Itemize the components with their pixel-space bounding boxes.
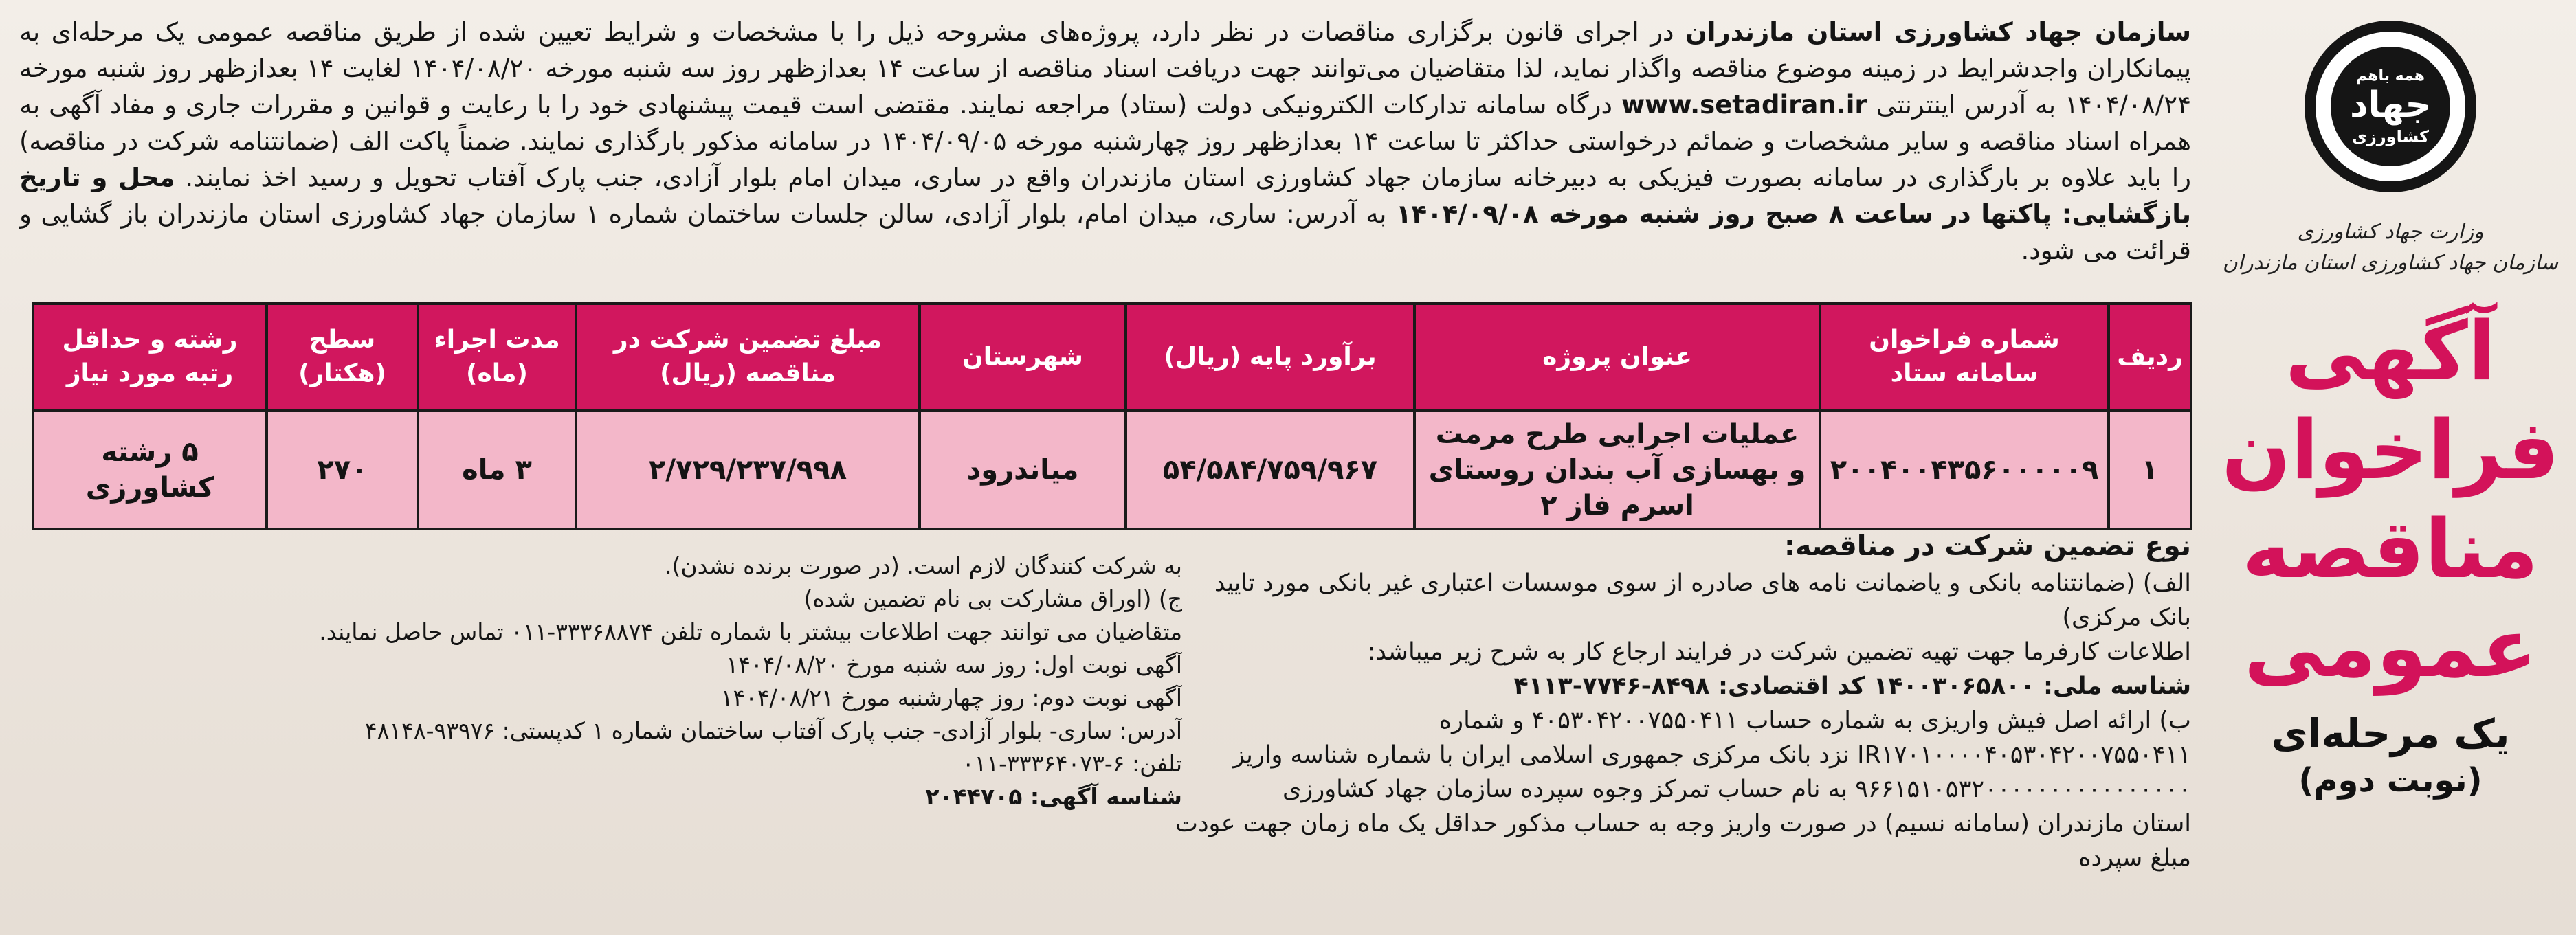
header-row-number: ردیف <box>2109 304 2191 411</box>
notice-title <box>2219 302 2562 698</box>
guarantee-heading: نوع تضمین شرکت در مناقصه: <box>1784 530 2191 562</box>
guarantee-section <box>1174 529 2191 927</box>
intro-text-1: در اجرای قانون برگزاری مناقصات در نظر دارد، پروژه‌های مشروحه ذیل را با مشخصات و شرایط تعیین شده از طریق مناقصه عمومی یک مرحله‌ای به پیمانکاران واجدشرایط در زمینه موضوع مناقصه واگذار نماید، لذا متقاضیان می‌توانند جهت دریافت اسناد مناقصه از ساعت ۱۴ بعدازظهر روز سه شنبه مورخه ۱۴۰۴/۰۸/۲۰ لغایت ۱۴ بعدازظهر روز شنبه مورخه ۱۴۰۴/۰۸/۲۴ به آدرس اینترنتی <box>19 17 2191 120</box>
intro-text-2: درگاه سامانه تدارکات الکترونیکی دولت (ستاد) مراجعه نمایند. مقتضی است قیمت پیشنهادی خود را با رعایت و قوانین و مقررات جاری و مفاد آگهی به همراه اسناد مناقصه و سایر مشخصات و ضمائم درخواستی حداکثر تا ساعت ۱۴ بعدازظهر روز چهارشنبه مورخه ۱۴۰۴/۰۹/۰۵ در سامانه مذکور بارگذاری نمایند. ضمناً پاکت الف (ضمانتنامه شرکت در مناقصه) را باید علاوه بر بارگذاری در سامانه بصورت فیزیکی به دبیرخانه سازمان جهاد کشاورزی استان مازندران واقع در ساری، میدان امام بلوار آزادی، جنب پارک آفتاب تحویل و رسید اخذ نمایند. <box>19 90 2191 192</box>
opening-label: محل و تاریخ بازگشایی: <box>19 163 2191 229</box>
header-base-estimate: برآورد پایه (ریال) <box>1126 304 1414 411</box>
tender-table <box>32 302 2192 530</box>
cell-call-number: ۲۰۰۴۰۰۴۳۵۶۰۰۰۰۰۹ <box>1820 411 2109 529</box>
logo-emblem <box>2331 47 2450 166</box>
office-phone: تلفن: ۶-۳۳۳۶۴۰۷۳-۰۱۱ <box>962 750 1182 777</box>
intro-org-name: سازمان جهاد کشاورزی استان مازندران <box>1685 17 2191 47</box>
organization-name: سازمان جهاد کشاورزی استان مازندران <box>2222 251 2559 275</box>
table-header-row <box>33 304 2191 411</box>
notice-sidebar <box>2219 14 2562 921</box>
title-line-4: عمومی <box>2243 600 2538 695</box>
guarantee-option-b-continued: به شرکت کنندگان لازم است. (در صورت برنده نشدن). <box>665 552 1182 579</box>
header-duration: مدت اجراء (ماه) <box>418 304 576 411</box>
guarantee-option-b-line-2: IR۱۷۰۱۰۰۰۰۴۰۵۳۰۴۲۰۰۷۵۵۰۴۱۱ نزد بانک مرکزی جمهوری اسلامی ایران با شماره شناسه واریز <box>1232 741 2191 769</box>
title-line-1: آگهی <box>2285 304 2496 398</box>
cell-project-title: عملیات اجرایی طرح مرمت و بهسازی آب بندان روستای اسرم فاز ۲ <box>1414 411 1820 529</box>
cell-row-number: ۱ <box>2109 411 2191 529</box>
tender-table-wrapper <box>34 302 2192 521</box>
cell-grade: ۵ رشته کشاورزی <box>33 411 267 529</box>
guarantee-option-b-line-3: ۹۶۶۱۵۱۰۵۳۲۰۰۰۰۰۰۰۰۰۰۰۰۰۰۰۰ به نام حساب تمرکز وجوه سپرده سازمان جهاد کشاورزی <box>1283 776 2191 803</box>
tender-stage: یک مرحله‌ای <box>2271 710 2510 757</box>
intro-text-3: به آدرس: ساری، میدان امام، بلوار آزادی، سالن جلسات ساختمان شماره ۱ سازمان جهاد کشاورزی استان مازندران باز گشایی و قرائت می شود. <box>19 199 2191 265</box>
cell-base-estimate: ۵۴/۵۸۴/۷۵۹/۹۶۷ <box>1126 411 1414 529</box>
header-call-number: شماره فراخوان سامانه ستاد <box>1820 304 2109 411</box>
employer-ids: شناسه ملی: ۱۴۰۰۳۰۶۵۸۰۰ کد اقتصادی: ۸۴۹۸-۷۷۴۶-۴۱۱۳ <box>1513 673 2191 700</box>
guarantee-option-b-line-4: استان مازندران (سامانه نسیم) در صورت واریز وجه به حساب مذکور حداقل یک ماه زمان جهت عودت مبلغ سپرده <box>1175 810 2191 872</box>
office-address: آدرس: ساری- بلوار آزادی- جنب پارک آفتاب ساختمان شماره ۱ کدپستی: ۹۳۹۷۶-۴۸۱۴۸ <box>364 717 1182 744</box>
logo-sub-text: کشاورزی <box>2352 126 2429 146</box>
logo-top-text: همه باهم <box>2355 67 2425 85</box>
title-line-2: فراخوان <box>2221 402 2560 497</box>
logo-main-text: جهاد <box>2350 84 2432 126</box>
cell-guarantee-amount: ۲/۷۲۹/۲۳۷/۹۹۸ <box>576 411 920 529</box>
contact-section <box>247 550 1182 921</box>
header-county: شهرستان <box>920 304 1126 411</box>
table-row <box>33 411 2191 529</box>
header-area: سطح (هکتار) <box>267 304 418 411</box>
guarantee-option-a: الف) (ضمانتنامه بانکی و یاضمانت نامه های صادره از سوی موسسات اعتباری غیر بانکی مورد تایید بانک مرکزی) <box>1214 570 2191 631</box>
employer-info: اطلاعات کارفرما جهت تهیه تضمین شرکت در فرایند ارجاع کار به شرح زیر میباشد: <box>1367 638 2191 666</box>
phone-info: متقاضیان می توانند جهت اطلاعات بیشتر با شماره تلفن ۳۳۳۶۸۸۷۴-۰۱۱ تماس حاصل نمایند. <box>319 618 1182 645</box>
ad-id: شناسه آگهی: ۲۰۴۴۷۰۵ <box>925 783 1182 810</box>
second-round-date: آگهی نوبت دوم: روز چهارشنبه مورخ ۱۴۰۴/۰۸/۲۱ <box>720 684 1182 711</box>
title-line-3: مناقصه <box>2242 501 2539 596</box>
header-project-title: عنوان پروژه <box>1414 304 1820 411</box>
cell-duration: ۳ ماه <box>418 411 576 529</box>
guarantee-option-b-line-1: ب) ارائه اصل فیش واریزی به شماره حساب ۴۰۵۳۰۴۲۰۰۷۵۵۰۴۱۱ و شماره <box>1439 707 2191 734</box>
ministry-name: وزارت جهاد کشاورزی <box>2297 220 2484 244</box>
notice-round: (نوبت دوم) <box>2298 761 2483 800</box>
first-round-date: آگهی نوبت اول: روز سه شنبه مورخ ۱۴۰۴/۰۸/۲۰ <box>726 651 1182 678</box>
jahad-logo <box>2305 21 2476 192</box>
cell-area: ۲۷۰ <box>267 411 418 529</box>
header-grade: رشته و حداقل رتبه مورد نیاز <box>33 304 267 411</box>
guarantee-option-c: ج) (اوراق مشارکت بی نام تضمین شده) <box>803 585 1182 612</box>
intro-paragraph <box>19 14 2191 302</box>
setad-website-link[interactable]: www.setadiran.ir <box>1621 90 1867 120</box>
cell-county: میاندرود <box>920 411 1126 529</box>
opening-datetime: پاکتها در ساعت ۸ صبح روز شنبه مورخه ۱۴۰۴/۰۹/۰۸ <box>1395 199 2062 229</box>
header-guarantee-amount: مبلغ تضمین شرکت در مناقصه (ریال) <box>576 304 920 411</box>
